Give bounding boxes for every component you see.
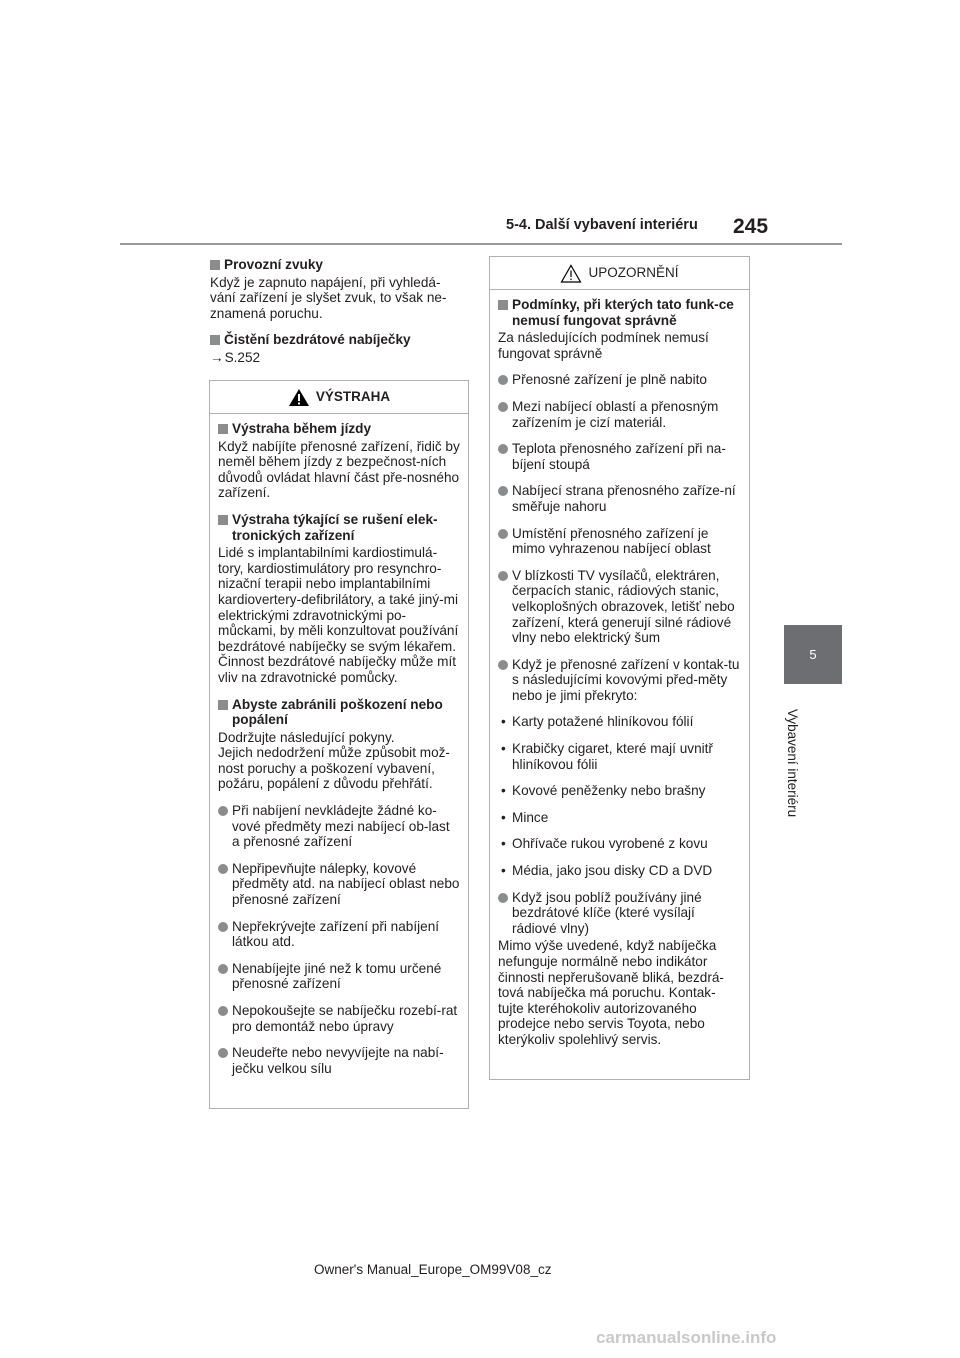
warning-paragraph-consequences: Jejich nedodržení může způsobit mož-nost poruchy a poškození vybavení, požáru, popálení z důvodu přehřátí. — [218, 745, 450, 792]
notice-header — [490, 257, 749, 290]
warning-header — [210, 381, 468, 414]
list-item: Když je přenosné zařízení v kontak-tu s následujícími kovovými před-měty nebo je jimi překryto: — [498, 657, 741, 704]
warning-heading-damage: Abyste zabránili poškození nebo popálení — [218, 697, 460, 728]
warning-paragraph-interference: Lidé s implantabilními kardiostimulá-tory, kardiostimulátory pro resynchro-nizační terapii nebo implantabilními kardiovertery-defibrilátory, a také jiný-mi elektrickými zdravotnickými po-můckami, by měli konzultovat používání bezdrátové nabíječky se svým lékařem. — [218, 545, 459, 654]
warning-title: VÝSTRAHA — [315, 389, 391, 405]
footer-manual-id: Owner's Manual_Europe_OM99V08_cz — [314, 1262, 552, 1277]
warning-heading-driving: Výstraha během jízdy — [218, 421, 460, 437]
notice-paragraph-closing: Mimo výše uvedené, když nabíječka nefunguje normálně nebo indikátor činnosti nepřerušovaně bliká, bezdrá-tová nabíječka má poruchu. Kontak-tujte kteréhokoliv autorizovaného prodejce nebo servis Toyota, nebo kterýkoliv spolehlivý servis. — [498, 938, 724, 1047]
chapter-tab — [784, 625, 842, 684]
list-item: Nepřipevňujte nálepky, kovové předměty atd. na nabíjecí oblast nebo přenosné zařízení — [218, 861, 460, 908]
heading-cleaning: Čistění bezdrátové nabíječky — [210, 332, 462, 348]
notice-title: UPOZORNĚNÍ — [588, 265, 679, 281]
list-item: Teplota přenosného zařízení při na-bíjení stoupá — [498, 441, 741, 472]
notice-box — [489, 256, 750, 1080]
heading-operating-sounds: Provozní zvuky — [210, 257, 462, 273]
list-item: Nepřekrývejte zařízení při nabíjení látkou atd. — [218, 919, 460, 950]
list-item: Nepokoušejte se nabíječku rozebí-rat pro demontáž nebo úpravy — [218, 1003, 460, 1034]
list-item: Neudeřte nebo nevyvíjejte na nabí-ječku velkou sílu — [218, 1045, 460, 1076]
watermark: carmanualsonline.info — [596, 1328, 777, 1347]
dash-item: • Média, jako jsou disky CD a DVD — [498, 863, 741, 879]
list-item: Mezi nabíjecí oblastí a přenosným zařízením je cizí materiál. — [498, 399, 741, 430]
header-rule — [120, 243, 842, 245]
notice-paragraph-intro: Za následujících podmínek nemusí fungovat správně — [498, 330, 709, 361]
warning-body — [210, 414, 468, 1080]
list-item: Nabíjecí strana přenosného zaříze-ní směřuje nahoru — [498, 483, 741, 514]
warning-paragraph-devices: Činnost bezdrátové nabíječky může mít vliv na zdravotnické pomůcky. — [218, 654, 457, 685]
paragraph-operating-sounds: Když je zapnuto napájení, při vyhledá-vání zařízení je slyšet zvuk, to však ne-znamená poruchu. — [210, 274, 447, 321]
chapter-label — [772, 708, 812, 818]
warning-triangle-icon — [288, 388, 310, 407]
dash-item: • Krabičky cigaret, které mají uvnitř hliníkovou fólii — [498, 741, 741, 772]
page-number: 245 — [733, 215, 769, 238]
list-item: V blízkosti TV vysílačů, elektráren, čerpacích stanic, rádiových stanic, velkoplošných obrazovek, letišť nebo zařízení, která generují silné rádiové vlny nebo elektrický šum — [498, 568, 741, 646]
dash-item: • Kovové peněženky nebo brašny — [498, 783, 741, 799]
chapter-label-text: Vybavení interiéru — [784, 708, 800, 818]
dash-item: • Mince — [498, 810, 741, 826]
chapter-number: 5 — [809, 646, 817, 662]
list-item: Nenabíjejte jiné než k tomu určené přenosné zařízení — [218, 961, 460, 992]
caution-triangle-icon — [560, 264, 582, 283]
list-item: Při nabíjení nevkládejte žádné ko-vové předměty mezi nabíjecí ob-last a přenosné zařízení — [218, 803, 460, 850]
page-reference-link[interactable]: → S.252 — [210, 350, 462, 366]
warning-paragraph-instructions: Dodržujte následující pokyny. — [218, 729, 395, 745]
list-item: Když jsou poblíž používány jiné bezdrátové klíče (které vysílají rádiové vlny) — [498, 890, 741, 937]
list-item: Umístění přenosného zařízení je mimo vyhrazenou nabíjecí oblast — [498, 526, 741, 557]
warning-heading-interference: Výstraha týkající se rušení elek-tronických zařízení — [218, 512, 460, 543]
notice-body — [490, 290, 749, 1052]
dash-item: • Karty potažené hliníkovou fólií — [498, 714, 741, 730]
left-column — [210, 257, 462, 377]
dash-item: • Ohřívače rukou vyrobené z kovu — [498, 836, 741, 852]
section-title: 5-4. Další vybavení interiéru — [506, 217, 698, 233]
warning-paragraph-driving: Když nabíjíte přenosné zařízení, řidič by neměl během jízdy z bezpečnost-ních důvodů ovládat hlavní část pře-nosného zařízení. — [218, 438, 460, 501]
notice-heading-conditions: Podmínky, při kterých tato funk-ce nemusí fungovat správně — [498, 297, 741, 328]
list-item: Přenosné zařízení je plně nabito — [498, 372, 741, 388]
warning-box — [209, 380, 469, 1109]
